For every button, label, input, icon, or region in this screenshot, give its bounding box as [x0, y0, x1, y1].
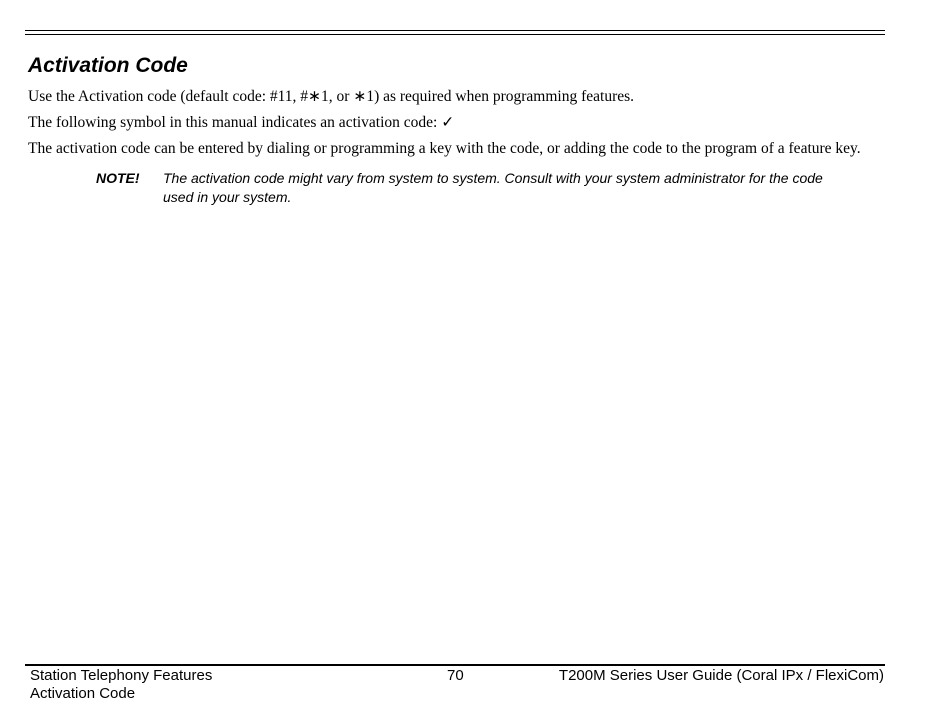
footer-page-number: 70 [447, 667, 464, 684]
paragraph-entry-methods: The activation code can be entered by dialing or programming a key with the code, or adding the code to the program of a feature key. [28, 140, 861, 157]
footer-guide-title: T200M Series User Guide (Coral IPx / FlexiCom) [558, 667, 884, 684]
note-text: The activation code might vary from system to system. Consult with your system administrator for the code used in your system. [163, 170, 823, 205]
header-rule-lower [25, 34, 885, 35]
footer-rule [25, 664, 885, 666]
header-rule-upper [25, 30, 885, 31]
paragraph-default-code: Use the Activation code (default code: #11, #∗1, or ∗1) as required when programming features. [28, 88, 635, 105]
footer-section-info [30, 667, 212, 703]
note-label: NOTE! [96, 170, 140, 186]
section-title: Activation Code [28, 54, 188, 77]
footer-topic: Activation Code [30, 685, 136, 702]
page-content [28, 52, 878, 207]
note-block [96, 169, 836, 207]
footer-chapter: Station Telephony Features [30, 667, 213, 684]
paragraph-symbol: The following symbol in this manual indicates an activation code: ✓ [28, 114, 455, 131]
